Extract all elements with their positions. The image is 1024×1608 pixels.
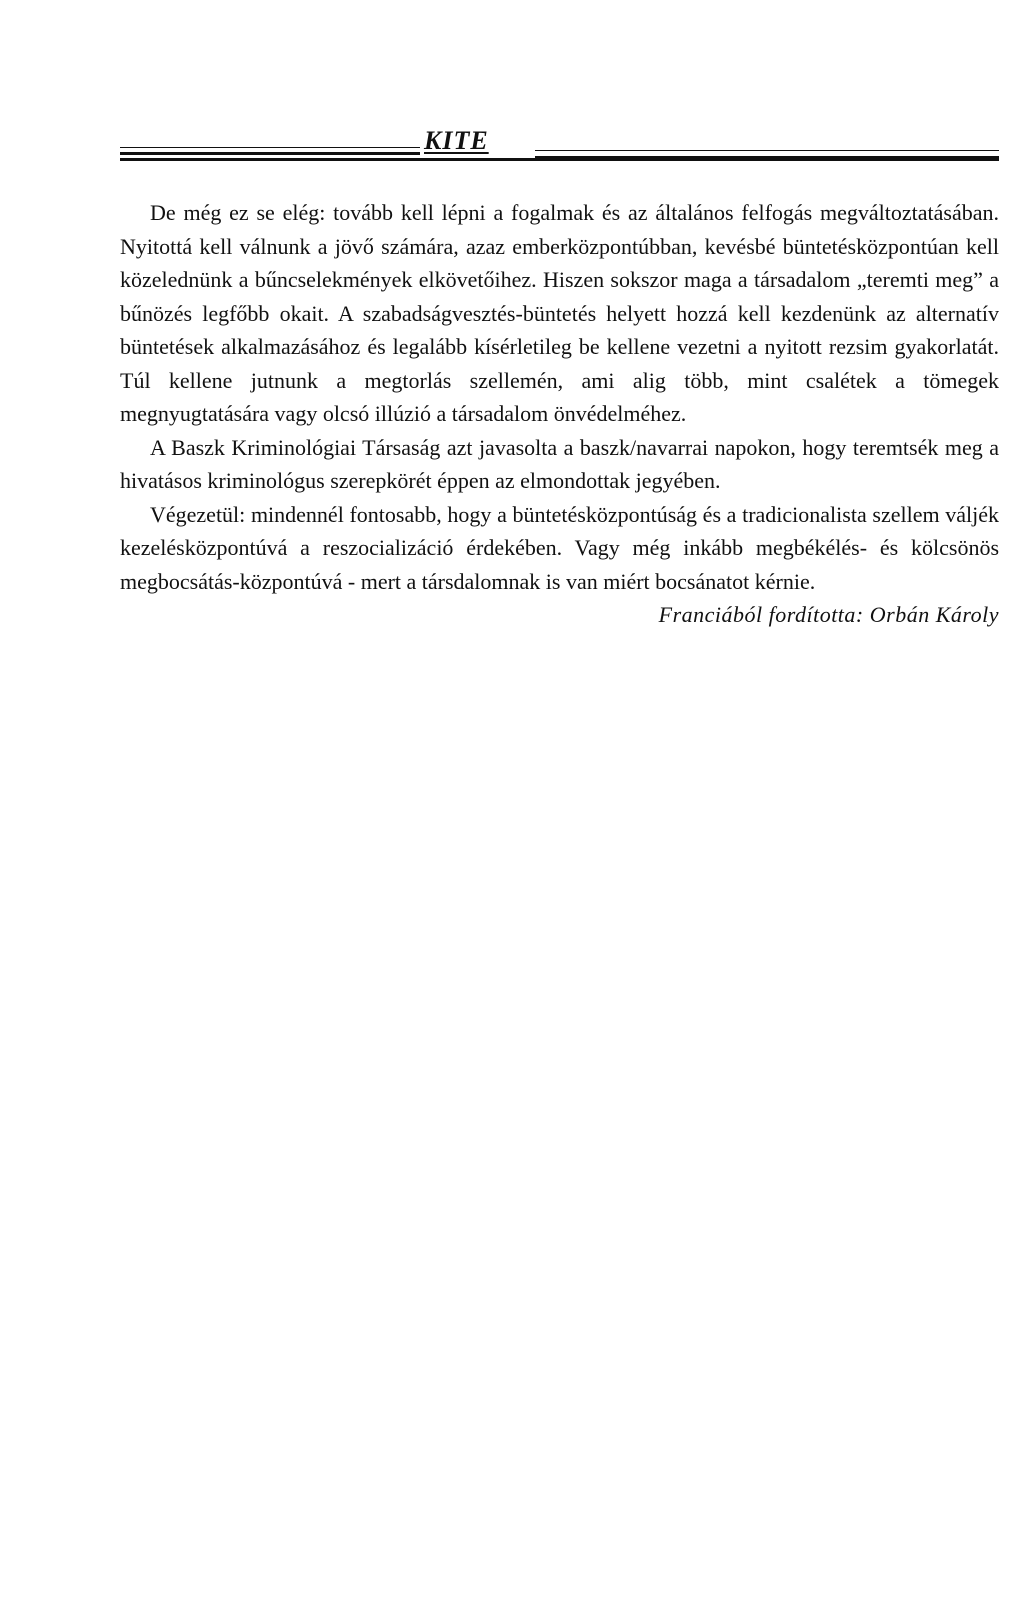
- paragraph-3: Végezetül: mindennél fontosabb, hogy a büntetésközpontúság és a tradicionalista szellem váljék kezelésközpontúvá a reszocializáció érdekében. Vagy még inkább megbékélés- és kölcsönös megbocsátás-központúvá - mert a társdalomnak is van miért bocsánatot kérnie.: [120, 501, 999, 594]
- header-rule-left: [120, 152, 420, 155]
- header-rule-right-thin: [535, 150, 999, 151]
- article-body: [120, 196, 999, 632]
- running-head-title: KITE: [424, 126, 489, 155]
- header-rule-full: [120, 158, 999, 161]
- header-rule-left-thin: [120, 147, 420, 148]
- paragraph-1: De még ez se elég: tovább kell lépni a fogalmak és az általános felfogás megváltoztatásában. Nyitottá kell válnunk a jövő számára, azaz emberközpontúbban, kevésbé büntetésközpontúan kell közelednünk a bűncselekmények elkövetőihez. Hiszen sokszor maga a társadalom „teremti meg” a bűnözés legfőbb okait. A szabadságvesztés-büntetés helyett hozzá kell kezdenünk az alternatív büntetések alkalmazásához és legalább kísérletileg be kellene vezetni a nyitott rezsim gyakorlatát. Túl kellene jutnunk a megtorlás szellemén, ami alig több, mint csalétek a tömegek megnyugtatására vagy olcsó illúzió a társadalom önvédelméhez.: [120, 200, 999, 426]
- translator-credit: Franciából fordította: Orbán Károly: [658, 602, 999, 627]
- page-header: [0, 0, 1024, 170]
- paragraph-2: A Baszk Kriminológiai Társaság azt javasolta a baszk/navarrai napokon, hogy teremtsék meg a hivatásos kriminológus szerepkörét éppen az elmondottak jegyében.: [120, 434, 999, 493]
